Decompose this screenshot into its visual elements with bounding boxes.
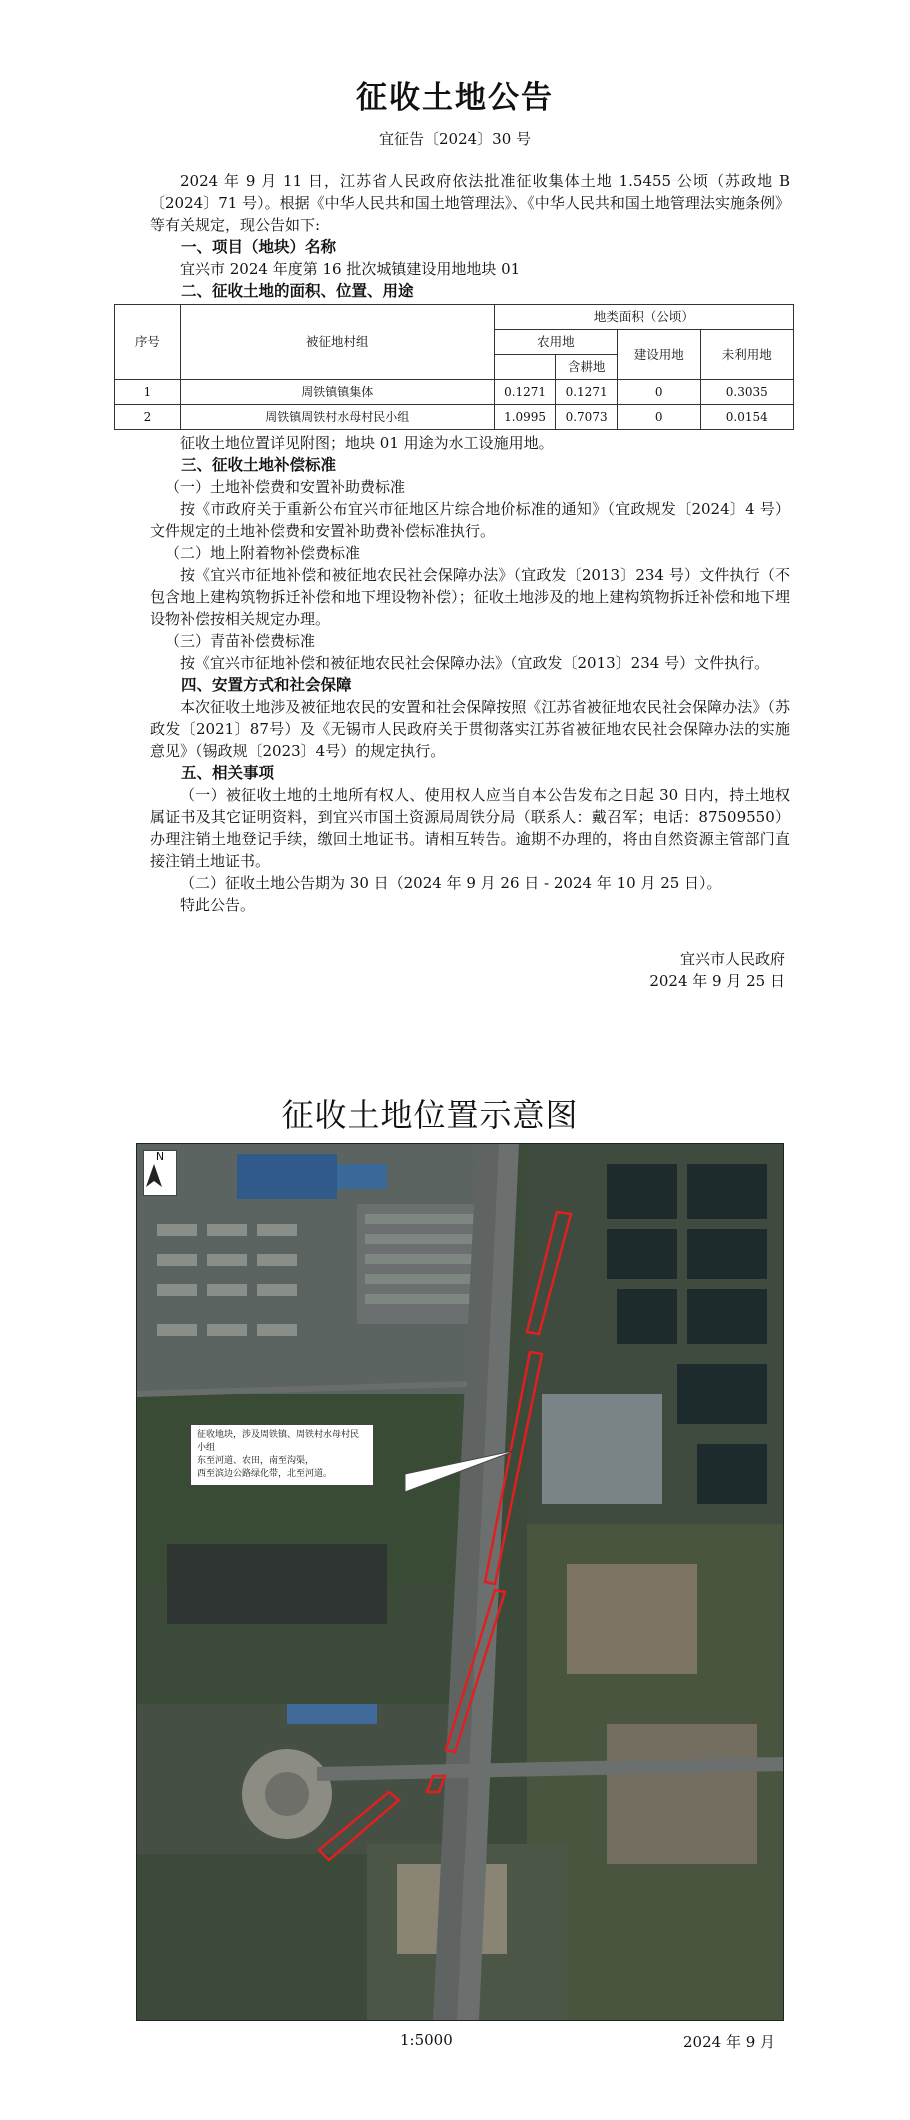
map-scale: 1:5000: [400, 2031, 453, 2049]
map-title: 征收土地位置示意图: [281, 1096, 579, 1134]
header-agri: 农用地: [494, 330, 617, 355]
section1-heading: 一、项目（地块）名称: [181, 238, 337, 256]
closing-text: 特此公告。: [180, 896, 256, 914]
cell-village: 周铁镇周铁村水母村民小组: [180, 405, 494, 430]
cell-construction: 0: [617, 405, 700, 430]
cell-cultivated: 0.7073: [556, 405, 618, 430]
signature-org: 宜兴市人民政府: [679, 950, 785, 968]
header-unused: 未利用地: [700, 330, 793, 380]
satellite-image: [137, 1144, 783, 2020]
header-cultivated: 含耕地: [556, 355, 618, 380]
cell-agri: 1.0995: [494, 405, 556, 430]
table-row: [115, 405, 794, 430]
page-title: 征收土地公告: [356, 80, 554, 116]
callout-line: 西至滨边公路绿化带，北至河道。: [197, 1469, 333, 1479]
cell-seq: 2: [115, 405, 181, 430]
header-agri-total: [494, 355, 556, 380]
section4-text: 本次征收土地涉及被征地农民的安置和社会保障按照《江苏省被征地农民社会保障办法》（苏政发〔2021〕87号）及《无锡市人民政府关于贯彻落实江苏省被征地农民社会保障办法的实施意见》（锡政规〔2023〕4号）的规定执行。: [150, 698, 790, 760]
north-arrow-icon: [143, 1150, 177, 1196]
intro-paragraph: 2024 年 9 月 11 日，江苏省人民政府依法批准征收集体土地 1.5455 公顷（苏政地 B〔2024〕71 号）。根据《中华人民共和国土地管理法》、《中华人民共和国土地管理法实施条例》等有关规定，现公告如下:: [150, 172, 790, 234]
table-row: [115, 380, 794, 405]
callout-line: 征收地块，涉及周铁镇、周铁村水母村民小组: [197, 1430, 360, 1453]
announcement-body: [134, 170, 790, 992]
section4-heading: 四、安置方式和社会保障: [181, 676, 352, 694]
sub1-text: 按《市政府关于重新公布宜兴市征地区片综合地价标准的通知》（宜政规发〔2024〕4 号）文件规定的土地补偿费和安置补助费补偿标准执行。: [150, 500, 790, 540]
sub3-title: （三）青苗补偿费标准: [165, 632, 316, 650]
cell-unused: 0.0154: [700, 405, 793, 430]
map-date: 2024 年 9 月: [683, 2033, 776, 2051]
header-seq: 序号: [115, 305, 181, 380]
cell-seq: 1: [115, 380, 181, 405]
map-callout: [190, 1424, 374, 1486]
header-area: 地类面积（公顷）: [494, 305, 793, 330]
sub1-title: （一）土地补偿费和安置补助费标准: [165, 478, 406, 496]
cell-unused: 0.3035: [700, 380, 793, 405]
project-name: 宜兴市 2024 年度第 16 批次城镇建设用地地块 01: [180, 260, 521, 278]
section2-heading: 二、征收土地的面积、位置、用途: [181, 282, 414, 300]
callout-line: 东至河道、农田，南至沟渠，: [197, 1456, 315, 1466]
cell-construction: 0: [617, 380, 700, 405]
header-village: 被征地村组: [180, 305, 494, 380]
header-construction: 建设用地: [617, 330, 700, 380]
section5-item1: （一）被征收土地的土地所有权人、使用权人应当自本公告发布之日起 30 日内，持土地权属证书及其它证明资料，到宜兴市国土资源局周铁分局（联系人：戴召军；电话：87509550）办理注销土地登记手续，缴回土地证书。请相互转告。逾期不办理的，将由自然资源主管部门直接注销土地证书。: [150, 786, 790, 870]
document-number: 宜征告〔2024〕30 号: [378, 130, 532, 148]
cell-agri: 0.1271: [494, 380, 556, 405]
section5-item2: （二）征收土地公告期为 30 日（2024 年 9 月 26 日 - 2024 年 10 月 25 日）。: [180, 874, 722, 892]
sub2-text: 按《宜兴市征地补偿和被征地农民社会保障办法》（宜政发〔2013〕234 号）文件执行（不包含地上建构筑物拆迁补偿和地下埋设物补偿）；征收土地涉及的地上建构筑物拆迁补偿和地下埋设物补偿按相关规定办理。: [150, 566, 790, 628]
sub2-title: （二）地上附着物补偿费标准: [165, 544, 361, 562]
signature-date: 2024 年 9 月 25 日: [649, 972, 785, 990]
section3-heading: 三、征收土地补偿标准: [181, 456, 337, 474]
cell-village: 周铁镇镇集体: [180, 380, 494, 405]
north-label: N: [155, 1150, 165, 1163]
land-table: [114, 304, 794, 430]
section5-heading: 五、相关事项: [181, 764, 275, 782]
location-note: 征收土地位置详见附图；地块 01 用途为水工设施用地。: [180, 434, 554, 452]
sub3-text: 按《宜兴市征地补偿和被征地农民社会保障办法》（宜政发〔2013〕234 号）文件执行。: [180, 654, 770, 672]
cell-cultivated: 0.1271: [556, 380, 618, 405]
location-map: [136, 1143, 784, 2021]
